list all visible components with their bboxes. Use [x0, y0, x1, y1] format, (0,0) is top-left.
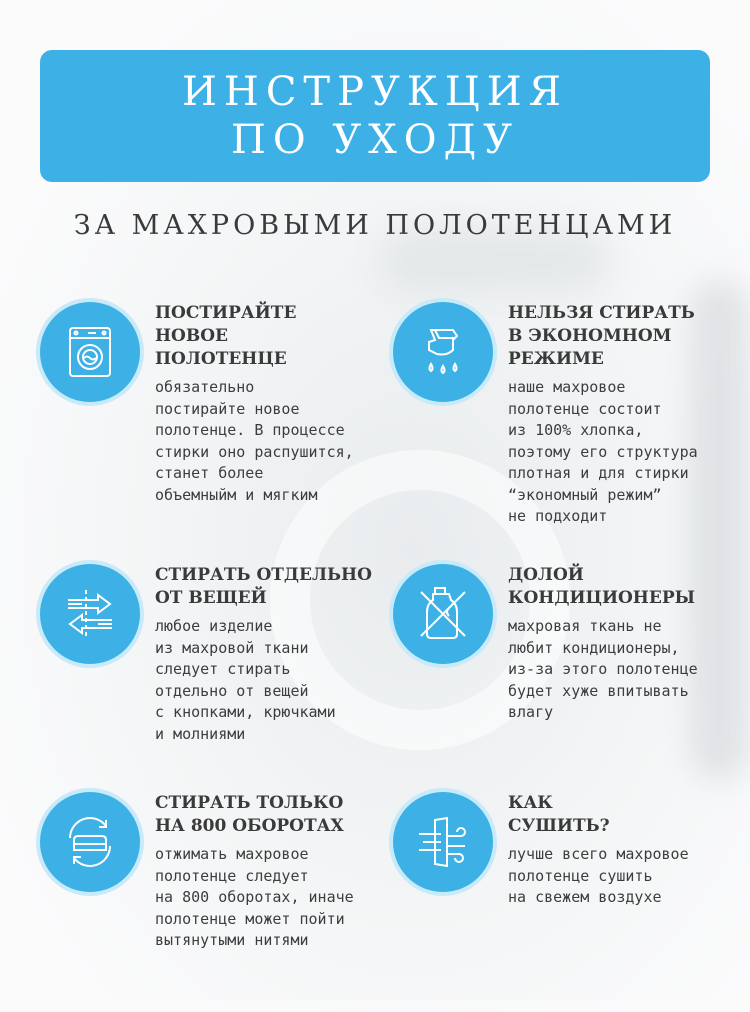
- care-item-no-conditioner: [393, 564, 750, 784]
- item-title: СТИРАТЬ ОТДЕЛЬНО ОТ ВЕЩЕЙ: [155, 565, 372, 608]
- header-title-line1: ИНСТРУКЦИЯ: [182, 69, 568, 115]
- item-text: лучше всего махровое полотенце сушить на свежем воздухе: [508, 845, 689, 906]
- care-item-wash-separately: [40, 564, 400, 784]
- air-dry-icon: [393, 792, 493, 892]
- item-text: любое изделие из махровой ткани следует стирать отдельно от вещей с кнопками, крючками и молниями: [155, 617, 336, 743]
- separate-arrows-icon: [40, 564, 140, 664]
- item-title: ПОСТИРАЙТЕ НОВОЕ ПОЛОТЕНЦЕ: [155, 303, 297, 369]
- item-title: СТИРАТЬ ТОЛЬКО НА 800 ОБОРОТАХ: [155, 793, 344, 836]
- care-item-800-rpm: [40, 792, 400, 1012]
- header-title-line2: ПО УХОДУ: [231, 117, 519, 163]
- page-subtitle: ЗА МАХРОВЫМИ ПОЛОТЕНЦАМИ: [73, 210, 677, 241]
- spin-towel-icon: [40, 792, 140, 892]
- care-item-eco-mode: [393, 302, 750, 525]
- header-banner: [40, 50, 710, 182]
- no-conditioner-icon: [393, 564, 493, 664]
- item-title: КАК СУШИТЬ?: [508, 793, 610, 836]
- item-text: наше махровое полотенце состоит из 100% хлопка, поэтому его структура плотная и для стирки “экономный режим” не подходит: [508, 378, 698, 525]
- item-text: отжимать махровое полотенце следует на 800 оборотах, иначе полотенце может пойти вытянутыми нитями: [155, 845, 354, 949]
- care-item-air-dry: [393, 792, 750, 1012]
- item-title: ДОЛОЙ КОНДИЦИОНЕРЫ: [508, 565, 696, 608]
- item-text: махровая ткань не любит кондиционеры, из-за этого полотенце будет хуже впитывать влагу: [508, 617, 698, 721]
- care-item-wash-new: [40, 302, 400, 522]
- washing-machine-icon: [40, 302, 140, 402]
- item-title: НЕЛЬЗЯ СТИРАТЬ В ЭКОНОМНОМ РЕЖИМЕ: [508, 303, 695, 369]
- item-text: обязательно постирайте новое полотенце. В процессе стирки оно распушится, станет более объемныйм и мягким: [155, 378, 354, 504]
- cloth-drops-icon: [393, 302, 493, 402]
